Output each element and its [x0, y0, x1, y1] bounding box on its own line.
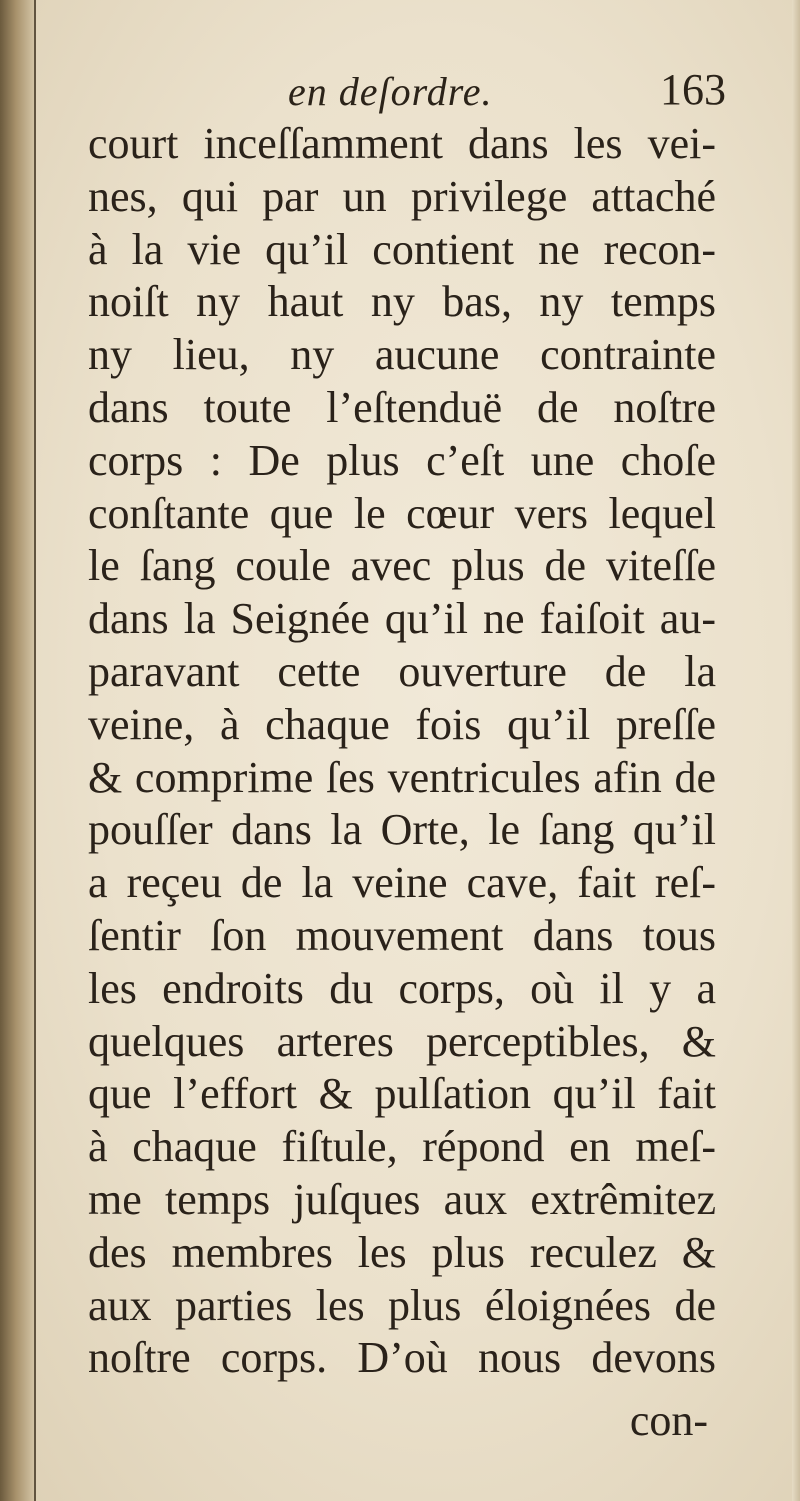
- running-head: en deſordre.: [288, 69, 493, 114]
- catchword: con-: [629, 1396, 708, 1445]
- text-line: noſtre corps. D’où nous devons: [88, 1333, 716, 1383]
- text-line: nes, qui par un privilege attaché: [88, 171, 716, 221]
- text-line: les endroits du corps, où il y a: [88, 963, 716, 1013]
- catchword-row: [88, 1395, 708, 1445]
- text-line: que l’effort & pulſation qu’il fait: [88, 1069, 716, 1119]
- page-number: 163: [660, 65, 726, 114]
- text-line: pouſſer dans la Orte, le ſang qu’il: [88, 805, 716, 855]
- text-line: corps : De plus c’eſt une choſe: [88, 435, 716, 485]
- binding-edge: [34, 0, 36, 1501]
- text-line: dans toute l’eſtenduë de noſtre: [88, 382, 716, 432]
- text-line: paravant cette ouverture de la: [88, 646, 716, 696]
- text-line: à la vie qu’il contient ne recon-: [88, 224, 716, 274]
- text-line: noiſt ny haut ny bas, ny temps: [88, 277, 716, 327]
- text-line: ny lieu, ny aucune contrainte: [88, 330, 716, 380]
- text-line: veine, à chaque fois qu’il preſſe: [88, 699, 716, 749]
- text-line: conſtante que le cœur vers lequel: [88, 488, 716, 538]
- text-line: à chaque fiſtule, répond en meſ-: [88, 1122, 716, 1172]
- text-line: des membres les plus reculez &: [88, 1227, 716, 1277]
- text-line: a reçeu de la veine cave, fait reſ-: [88, 858, 716, 908]
- body-text: [88, 118, 716, 1385]
- text-line: me temps juſques aux extrêmitez: [88, 1174, 716, 1224]
- text-line: dans la Seignée qu’il ne faiſoit au-: [88, 594, 716, 644]
- text-line: le ſang coule avec plus de viteſſe: [88, 541, 716, 591]
- text-line: court inceſſamment dans les vei-: [88, 119, 716, 168]
- page-header: [88, 62, 728, 122]
- text-line: quelques arteres perceptibles, &: [88, 1016, 716, 1066]
- text-line: aux parties les plus éloignées de: [88, 1280, 716, 1330]
- text-line: & comprime ſes ventricules afin de: [88, 752, 716, 802]
- page-gutter-shadow: [0, 0, 36, 1501]
- text-line: ſentir ſon mouvement dans tous: [88, 910, 716, 960]
- page-edge: [792, 0, 800, 1501]
